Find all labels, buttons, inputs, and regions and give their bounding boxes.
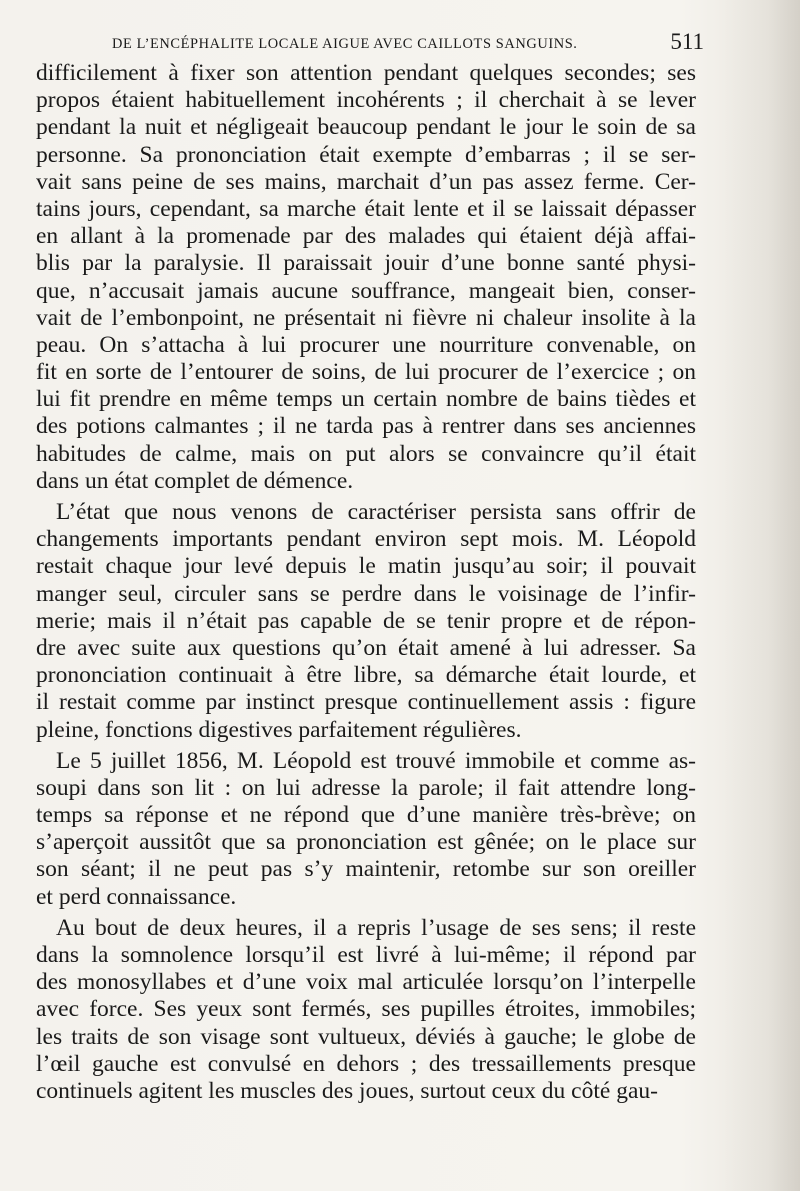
text-line: habitudes de calme, mais on put alors se convaincre qu’il était: [36, 440, 696, 467]
text-line: l’œil gauche est convulsé en dehors ; des tressaillements presque: [36, 1050, 696, 1077]
running-head-title: DE L’ENCÉPHALITE LOCALE AIGUE AVEC CAILLOTS SANGUINS.: [112, 36, 578, 52]
text-line: lui fit prendre en même temps un certain nombre de bains tièdes et: [36, 386, 696, 413]
text-line: soupi dans son lit : on lui adresse la parole; il fait attendre long-: [36, 774, 696, 801]
text-line: que, n’accusait jamais aucune souffrance, mangeait bien, conser-: [36, 277, 696, 304]
text-line: manger seul, circuler sans se perdre dans le voisinage de l’infir-: [36, 580, 696, 607]
text-line: L’état que nous venons de caractériser persista sans offrir de: [56, 499, 696, 525]
text-line: des potions calmantes ; il ne tarda pas à rentrer dans ses anciennes: [36, 413, 696, 440]
running-head: [112, 30, 704, 56]
page-number: 511: [670, 29, 704, 54]
text-line: merie; mais il n’était pas capable de se tenir propre et de répon-: [36, 607, 696, 634]
paragraph: [36, 748, 696, 911]
text-line: et perd connaissance.: [36, 883, 237, 910]
text-line: son séant; il ne peut pas s’y maintenir, retombe sur son oreiller: [36, 856, 696, 883]
facing-page-bleed: [720, 0, 800, 1191]
text-line: restait chaque jour levé depuis le matin jusqu’au soir; il pouvait: [36, 553, 696, 580]
text-line: des monosyllabes et d’une voix mal articulée lorsqu’on l’interpelle: [36, 969, 696, 996]
paragraph: [36, 60, 696, 495]
text-line: fit en sorte de l’entourer de soins, de lui procurer de l’exercice ; on: [36, 359, 696, 386]
text-line: Au bout de deux heures, il a repris l’usage de ses sens; il reste: [56, 914, 696, 941]
body-text: [36, 60, 696, 1105]
paragraph: [36, 915, 696, 1105]
text-line: peau. On s’attacha à lui procurer une nourriture convenable, on: [36, 331, 696, 358]
text-line: pendant la nuit et négligeait beaucoup pendant le jour le soin de sa: [36, 114, 696, 141]
text-line: vait de l’embonpoint, ne présentait ni fièvre ni chaleur insolite à la: [36, 304, 696, 331]
text-line: les traits de son visage sont vultueux, déviés à gauche; le globe de: [36, 1023, 696, 1050]
text-line: personne. Sa prononciation était exempte d’embarras ; il se ser-: [36, 141, 696, 168]
text-line: temps sa réponse et ne répond que d’une manière très-brève; on: [36, 802, 696, 829]
text-line: prononciation continuait à être libre, sa démarche était lourde, et: [36, 662, 696, 689]
text-line: dans la somnolence lorsqu’il est livré à lui-même; il répond par: [36, 942, 696, 968]
paragraph: [36, 499, 696, 744]
text-line: continuels agitent les muscles des joues, surtout ceux du côté gau-: [36, 1077, 658, 1104]
text-line: s’aperçoit aussitôt que sa prononciation est gênée; on le place sur: [36, 829, 696, 856]
text-line: il restait comme par instinct presque continuellement assis : figure: [36, 689, 696, 716]
text-line: dre avec suite aux questions qu’on était amené à lui adresser. Sa: [36, 634, 696, 661]
text-line: vait sans peine de ses mains, marchait d’un pas assez ferme. Cer-: [36, 168, 696, 195]
text-line: changements importants pendant environ sept mois. M. Léopold: [36, 526, 696, 553]
text-line: difficilement à fixer son attention pendant quelques secondes; ses: [36, 60, 696, 86]
text-line: avec force. Ses yeux sont fermés, ses pupilles étroites, immobiles;: [36, 996, 696, 1023]
text-line: pleine, fonctions digestives parfaitement régulières.: [36, 716, 522, 743]
text-line: en allant à la promenade par des malades qui étaient déjà affai-: [36, 223, 696, 250]
text-line: Le 5 juillet 1856, M. Léopold est trouvé immobile et comme as-: [56, 747, 696, 774]
text-line: propos étaient habituellement incohérents ; il cherchait à se lever: [36, 87, 696, 114]
text-line: tains jours, cependant, sa marche était lente et il se laissait dépasser: [36, 195, 696, 222]
text-line: dans un état complet de démence.: [36, 467, 354, 494]
text-line: blis par la paralysie. Il paraissait jouir d’une bonne santé physi-: [36, 250, 696, 277]
